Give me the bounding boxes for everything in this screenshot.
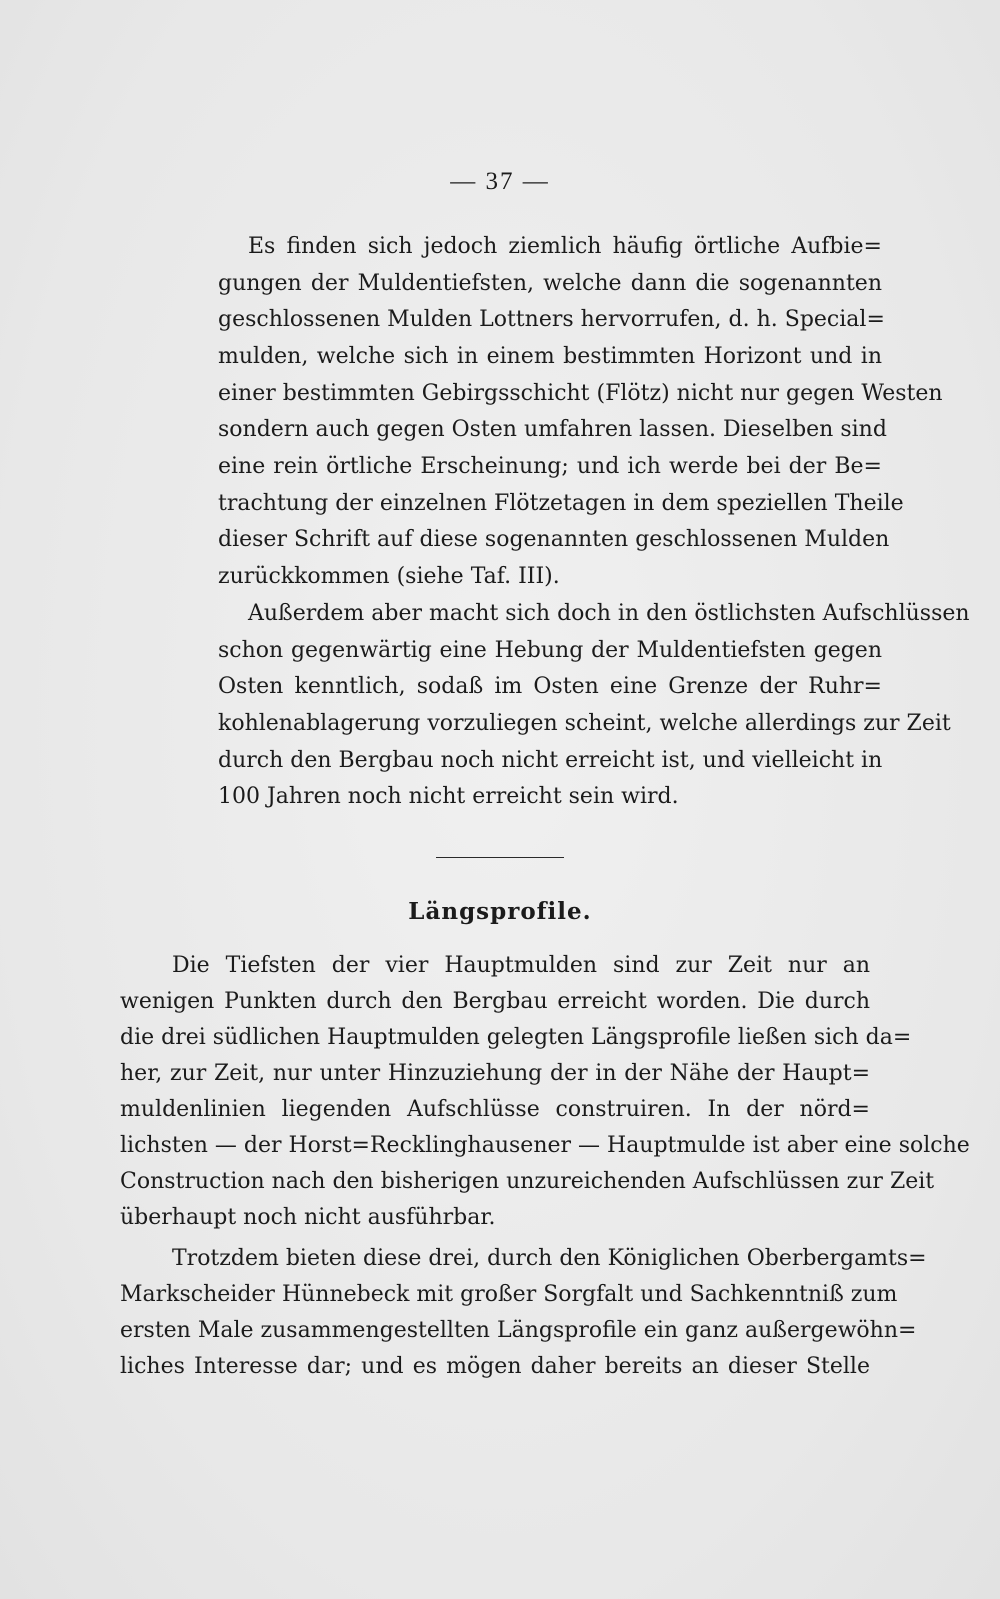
text-line: Construction nach den bisherigen unzureichenden Aufschlüssen zur Zeit	[120, 1169, 935, 1194]
section-divider	[436, 857, 564, 858]
section-heading: Längsprofile.	[408, 898, 592, 925]
text-line: zurückkommen (siehe Taf. III).	[218, 564, 560, 589]
text-line: Trotzdem bieten diese drei, durch den Königlichen Oberbergamts=	[172, 1246, 927, 1271]
page-number: — 37 —	[450, 168, 550, 195]
paragraph-trotzdem	[120, 1240, 927, 1390]
text-line: die drei südlichen Hauptmulden gelegten Längsprofile ließen sich da=	[120, 1025, 912, 1050]
text-line: Es finden sich jedoch ziemlich häufig örtliche Aufbie=	[248, 234, 882, 259]
text-line: ersten Male zusammengestellten Längsprofile ein ganz außergewöhn=	[120, 1318, 917, 1343]
paragraph-muldentiefsten	[218, 228, 943, 598]
text-line: durch den Bergbau noch nicht erreicht ist, und vielleicht in	[218, 748, 883, 773]
text-line: dieser Schrift auf diese sogenannten geschlossenen Mulden	[218, 527, 890, 552]
text-line: liches Interesse dar; und es mögen daher bereits an dieser Stelle	[120, 1354, 870, 1379]
text-line: Außerdem aber macht sich doch in den östlichsten Aufschlüssen	[248, 601, 970, 626]
text-line: wenigen Punkten durch den Bergbau erreicht worden. Die durch	[120, 989, 870, 1014]
text-line: Markscheider Hünnebeck mit großer Sorgfalt und Sachkenntniß zum	[120, 1282, 898, 1307]
text-line: Osten kenntlich, sodaß im Osten eine Grenze der Ruhr=	[218, 674, 882, 699]
text-line: einer bestimmten Gebirgsschicht (Flötz) nicht nur gegen Westen	[218, 381, 943, 406]
paragraph-tiefsten	[120, 947, 970, 1247]
text-line: geschlossenen Mulden Lottners hervorrufen, d. h. Special=	[218, 307, 885, 332]
text-line: kohlenablagerung vorzuliegen scheint, welche allerdings zur Zeit	[218, 711, 951, 736]
text-line: lichsten — der Horst=Recklinghausener — Hauptmulde ist aber eine solche	[120, 1133, 970, 1158]
text-line: schon gegenwärtig eine Hebung der Muldentiefsten gegen	[218, 638, 882, 663]
text-line: überhaupt noch nicht ausführbar.	[120, 1205, 496, 1230]
text-line: trachtung der einzelnen Flötzetagen in dem speziellen Theile	[218, 491, 904, 516]
text-line: Die Tiefsten der vier Hauptmulden sind zur Zeit nur an	[172, 953, 870, 978]
paragraph-hebung	[218, 595, 970, 820]
text-line: gungen der Muldentiefsten, welche dann die sogenannten	[218, 271, 882, 296]
text-line: mulden, welche sich in einem bestimmten Horizont und in	[218, 344, 882, 369]
text-line: eine rein örtliche Erscheinung; und ich werde bei der Be=	[218, 454, 882, 479]
text-line: muldenlinien liegenden Aufschlüsse construiren. In der nörd=	[120, 1097, 870, 1122]
text-line: sondern auch gegen Osten umfahren lassen. Dieselben sind	[218, 417, 887, 442]
text-line: her, zur Zeit, nur unter Hinzuziehung der in der Nähe der Haupt=	[120, 1061, 870, 1086]
text-line: 100 Jahren noch nicht erreicht sein wird.	[218, 784, 679, 809]
